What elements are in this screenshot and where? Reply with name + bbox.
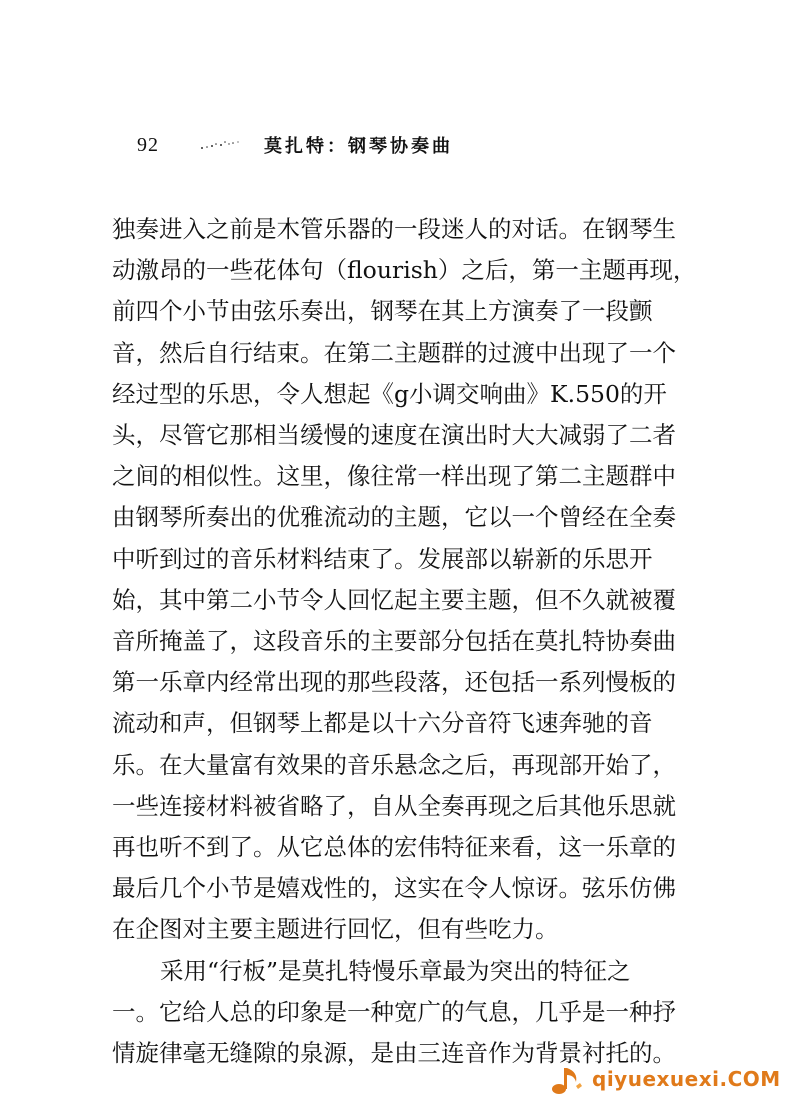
- text-line: 乐。在大量富有效果的音乐悬念之后，再现部开始了，: [112, 750, 676, 779]
- text-line: 流动和声，但钢琴上都是以十六分音符飞速奔驰的音: [112, 709, 653, 738]
- text-line: 在企图对主要主题进行回忆，但有些吃力。: [112, 915, 559, 944]
- page-header: [0, 128, 794, 162]
- text-line: 情旋律毫无缝隙的泉源，是由三连音作为背景衬托的。: [112, 1039, 676, 1067]
- header-ornament-icon: [198, 138, 244, 152]
- paragraph-first-line: 采用“行板”是莫扎特慢乐章最为突出的特征之: [160, 956, 631, 985]
- watermark-text: qiyuexuexi.COM: [592, 1067, 781, 1091]
- text-line: 动激昂的一些花体句（flourish）之后，第一主题再现，: [112, 256, 697, 285]
- music-note-logo-icon: [548, 1064, 588, 1096]
- text-line: 最后几个小节是嬉戏性的，这实在令人惊讶。弦乐仿佛: [112, 874, 676, 903]
- site-watermark: [548, 1060, 788, 1100]
- text-line: 中听到过的音乐材料结束了。发展部以崭新的乐思开: [112, 544, 653, 573]
- text-line: 再也听不到了。从它总体的宏伟特征来看，这一乐章的: [112, 833, 676, 861]
- text-line: 始，其中第二小节令人回忆起主要主题，但不久就被覆: [112, 585, 676, 614]
- text-line: 一。它给人总的印象是一种宽广的气息，几乎是一种抒: [112, 997, 676, 1026]
- text-line: 经过型的乐思，令人想起《g小调交响曲》K.550的开: [112, 379, 667, 408]
- text-line: 第一乐章内经常出现的那些段落，还包括一系列慢板的: [112, 668, 676, 697]
- running-head-title: 莫扎特：钢琴协奏曲: [264, 136, 453, 157]
- text-line: 一些连接材料被省略了，自从全奏再现之后其他乐思就: [112, 791, 676, 820]
- text-line: 由钢琴所奏出的优雅流动的主题，它以一个曾经在全奏: [112, 503, 676, 532]
- text-line: 前四个小节由弦乐奏出，钢琴在其上方演奏了一段颤: [112, 297, 653, 326]
- text-line: 头，尽管它那相当缓慢的速度在演出时大大减弱了二者: [112, 421, 676, 449]
- text-line: 音，然后自行结束。在第二主题群的过渡中出现了一个: [112, 338, 676, 367]
- page-number: 92: [137, 134, 159, 156]
- text-line: 音所掩盖了，这段音乐的主要部分包括在莫扎特协奏曲: [112, 627, 676, 655]
- text-line: 独奏进入之前是木管乐器的一段迷人的对话。在钢琴生: [112, 215, 676, 243]
- text-line: 之间的相似性。这里，像往常一样出现了第二主题群中: [112, 462, 676, 491]
